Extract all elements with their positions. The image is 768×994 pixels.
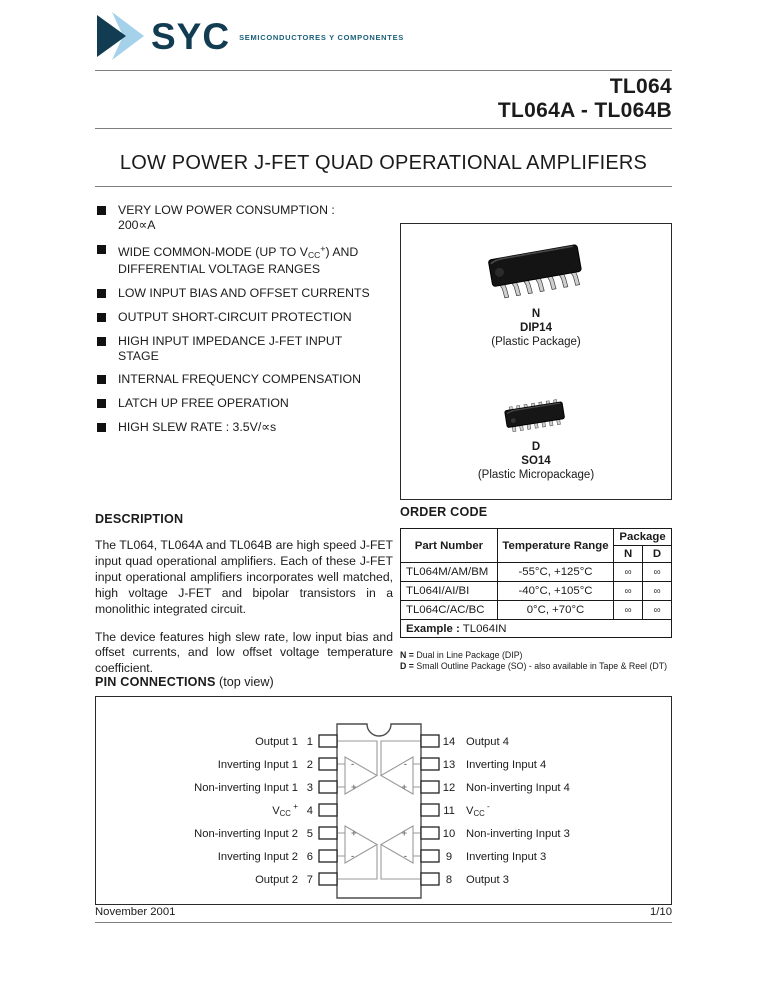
- square-bullet-icon: [97, 245, 106, 254]
- table-cell: -55°C, +125°C: [497, 563, 613, 582]
- output-lines: [337, 741, 421, 879]
- package-name: DIP14: [520, 321, 552, 334]
- dip14-package-image: [469, 242, 603, 308]
- order-code-table: [400, 528, 672, 638]
- input-stub-lines: [337, 764, 421, 856]
- opamp-polarity-sign: +: [401, 828, 407, 839]
- pin-label-left: Output 2: [255, 874, 298, 886]
- pin-number-left: 7: [306, 874, 313, 886]
- divider: [95, 128, 672, 129]
- feature-text: LATCH UP FREE OPERATION: [118, 396, 289, 411]
- square-bullet-icon: [97, 289, 106, 298]
- chip-body: [337, 724, 421, 898]
- feature-text: WIDE COMMON-MODE (UP TO $V_{CC}^+$) AND DIFFERENTIAL VOLTAGE RANGES: [118, 243, 359, 277]
- pin-connections-heading: PIN CONNECTIONS (top view): [95, 675, 274, 689]
- package-name: SO14: [521, 454, 551, 467]
- feature-text: INTERNAL FREQUENCY COMPENSATION: [118, 372, 362, 387]
- pin-labels: [194, 736, 570, 886]
- so14-package-image: [486, 395, 586, 441]
- opamp-polarity-sign: -: [351, 851, 355, 862]
- pin-number-left: 3: [306, 782, 313, 794]
- pin-label-left: Inverting Input 1: [217, 759, 298, 771]
- order-code-heading: ORDER CODE: [400, 505, 488, 519]
- opamp3-symbol: [381, 826, 413, 863]
- part-title-line2: TL064A - TL064B: [497, 99, 672, 122]
- footnote-n: N = Dual in Line Package (DIP): [400, 650, 523, 660]
- feature-item: [95, 396, 385, 411]
- table-row: [401, 582, 672, 601]
- feature-item: [95, 203, 385, 233]
- opamp-polarity-sign: -: [403, 759, 407, 770]
- logo-tagline: SEMICONDUCTORES Y COMPONENTES: [239, 32, 404, 42]
- example-row: [401, 620, 672, 638]
- pin-boxes: [319, 735, 439, 885]
- footnote-d: D = Small Outline Package (SO) - also available in Tape & Reel (DT): [400, 660, 668, 671]
- pin-number-left: 5: [306, 828, 313, 840]
- pin-label-right: Non-inverting Input 3: [466, 828, 570, 840]
- pin-number-left: 1: [306, 736, 313, 748]
- square-bullet-icon: [97, 399, 106, 408]
- divider: [95, 922, 672, 923]
- package-code: D: [531, 441, 541, 453]
- divider: [95, 70, 672, 71]
- package-desc: (Plastic Package): [491, 336, 581, 348]
- footer-date: November 2001: [95, 906, 176, 918]
- pin-label-right: Inverting Input 3: [466, 851, 547, 863]
- order-code-section: [400, 505, 672, 672]
- pin-label-left: Output 1: [255, 736, 298, 748]
- table-row: [401, 601, 672, 620]
- pin-label-right: Non-inverting Input 4: [466, 782, 570, 794]
- syc-chevron-icon: [95, 10, 145, 62]
- feature-text: OUTPUT SHORT-CIRCUIT PROTECTION: [118, 309, 352, 324]
- table-cell: ∞: [643, 582, 672, 601]
- pin-number-left: 4: [306, 805, 313, 817]
- opamp1-symbol: [345, 757, 377, 794]
- footer-page-number: 1/10: [650, 906, 672, 918]
- pin-label-left: VCC +: [272, 802, 298, 818]
- table-cell: ∞: [643, 601, 672, 620]
- description-section: [95, 512, 393, 677]
- package-footnotes: [400, 650, 672, 672]
- table-cell: ∞: [614, 601, 643, 620]
- pin-label-left: Inverting Input 2: [217, 851, 298, 863]
- page-footer: [95, 906, 672, 918]
- package-desc: (Plastic Micropackage): [477, 469, 595, 481]
- table-cell: TL064C/AC/BC: [401, 601, 498, 620]
- feature-item: [95, 286, 385, 301]
- feature-list: [95, 203, 385, 444]
- feature-item: [95, 310, 385, 325]
- description-paragraph-1: The TL064, TL064A and TL064B are high speed J-FET input quad operational amplifiers. Each of these J-FET input operational amplifiers incorporates well matched, high voltage J-FET and bipolar transistors in a monolithic integrated circuit.: [95, 538, 393, 616]
- pin-number-left: 2: [306, 759, 313, 771]
- pin-label-left: Non-inverting Input 1: [194, 782, 298, 794]
- opamp-polarity-sign: -: [403, 851, 407, 862]
- package-dip14: [469, 242, 603, 349]
- pin-number-right: 10: [442, 828, 456, 840]
- feature-item: [95, 242, 385, 278]
- package-code: N: [531, 308, 541, 320]
- description-paragraph-2: The device features high slew rate, low input bias and offset currents, and low offset voltage temperature coefficient.: [95, 629, 393, 676]
- document-title: LOW POWER J-FET QUAD OPERATIONAL AMPLIFIERS: [119, 152, 648, 174]
- pin-label-right: Output 3: [466, 874, 509, 886]
- pin-number-right: 8: [445, 874, 453, 886]
- pin-connections-box: [95, 696, 672, 905]
- pinout-diagram: [96, 697, 671, 904]
- col-package-d: D: [643, 546, 672, 563]
- opamp-polarity-sign: +: [401, 782, 407, 793]
- opamp-polarity-sign: +: [351, 782, 357, 793]
- package-box: [400, 223, 672, 500]
- pin-label-right: Inverting Input 4: [466, 759, 547, 771]
- pin-label-left: Non-inverting Input 2: [194, 828, 298, 840]
- opamp-polarity-sign: -: [351, 759, 355, 770]
- pin-label-right: Output 4: [466, 736, 509, 748]
- square-bullet-icon: [97, 423, 106, 432]
- table-cell: ∞: [614, 563, 643, 582]
- table-cell: TL064M/AM/BM: [401, 563, 498, 582]
- opamp2-symbol: [345, 826, 377, 863]
- square-bullet-icon: [97, 313, 106, 322]
- col-package-n: N: [614, 546, 643, 563]
- pin-number-right: 12: [442, 782, 456, 794]
- example-label: Example :: [406, 622, 460, 635]
- package-so14: [478, 395, 594, 482]
- square-bullet-icon: [97, 206, 106, 215]
- table-cell: TL064I/AI/BI: [401, 582, 498, 601]
- company-logo: [95, 10, 404, 62]
- col-part-number: Part Number: [401, 529, 498, 563]
- opamp-polarity-sign: +: [351, 828, 357, 839]
- pin-number-right: 13: [442, 759, 456, 771]
- table-cell: -40°C, +105°C: [497, 582, 613, 601]
- pin-number-left: 6: [306, 851, 313, 863]
- pin-label-right: VCC -: [466, 802, 490, 818]
- feature-item: [95, 334, 385, 364]
- part-title: [498, 75, 672, 123]
- part-title-line1: TL064: [609, 75, 672, 98]
- feature-text: HIGH INPUT IMPEDANCE J-FET INPUT STAGE: [118, 333, 343, 363]
- example-value: TL064IN: [459, 622, 507, 635]
- pin-number-right: 9: [445, 851, 453, 863]
- square-bullet-icon: [97, 337, 106, 346]
- table-row: [401, 563, 672, 582]
- logo-name: SYC: [151, 15, 231, 57]
- table-cell: ∞: [643, 563, 672, 582]
- col-temperature-range: Temperature Range: [497, 529, 613, 563]
- description-heading: DESCRIPTION: [95, 512, 184, 526]
- feature-item: [95, 372, 385, 387]
- table-cell: 0°C, +70°C: [497, 601, 613, 620]
- pin-number-right: 14: [442, 736, 456, 748]
- feature-text: LOW INPUT BIAS AND OFFSET CURRENTS: [118, 286, 370, 301]
- square-bullet-icon: [97, 375, 106, 384]
- feature-text: VERY LOW POWER CONSUMPTION : 200∝A: [118, 203, 335, 232]
- table-cell: ∞: [614, 582, 643, 601]
- feature-text: HIGH SLEW RATE : 3.5V/∝s: [118, 419, 277, 434]
- divider: [95, 186, 672, 187]
- opamp4-symbol: [381, 757, 413, 794]
- pin-number-right: 11: [443, 805, 455, 817]
- feature-item: [95, 420, 385, 435]
- col-package: Package: [614, 529, 672, 546]
